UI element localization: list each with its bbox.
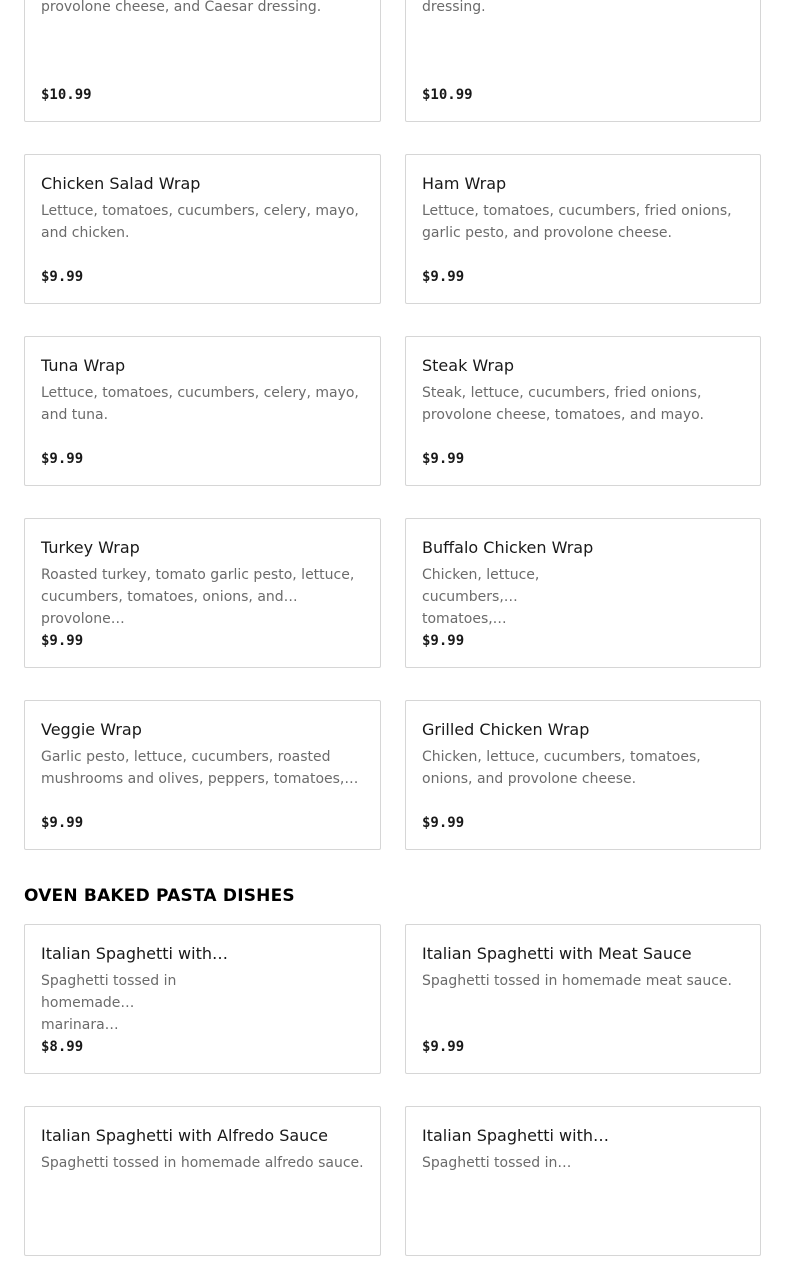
menu-item-description: Steak, lettuce, cucumbers, fried onions, provolone cheese, tomatoes, and mayo.	[422, 385, 704, 423]
pasta-grid	[24, 924, 785, 1288]
menu-item-card[interactable]	[24, 1106, 381, 1256]
menu-item-price: $8.99	[41, 1039, 84, 1055]
menu-item-price: $9.99	[422, 269, 465, 285]
menu-item-description: Lettuce, tomatoes, cucumbers, fried onions, garlic pesto, and provolone cheese.	[422, 203, 732, 241]
menu-item-price: $10.99	[41, 87, 92, 103]
section-title-pasta: OVEN BAKED PASTA DISHES	[24, 886, 295, 906]
menu-item-title: Chicken Salad Wrap	[41, 174, 201, 193]
menu-item-title: Ham Wrap	[422, 174, 507, 193]
menu-item-description: Spaghetti tossed in homemade meat sauce.	[422, 973, 732, 989]
menu-item-description: provolone cheese, and Caesar dressing.	[41, 0, 322, 15]
menu-item-card[interactable]	[405, 518, 761, 668]
menu-item-description: Lettuce, tomatoes, cucumbers, celery, mayo, and chicken.	[41, 203, 359, 241]
menu-item-description: Roasted turkey, tomato garlic pesto, lettuce, cucumbers, tomatoes, onions, and provolone…	[41, 567, 355, 627]
menu-item-price: $9.99	[41, 269, 84, 285]
menu-item-price: $9.99	[422, 451, 465, 467]
menu-item-card[interactable]	[24, 924, 381, 1074]
menu-item-description: Spaghetti tossed in homemade marinara…	[41, 973, 177, 1033]
menu-item-card[interactable]	[405, 0, 761, 122]
menu-item-card[interactable]	[405, 154, 761, 304]
menu-item-price: $9.99	[422, 633, 465, 649]
menu-item-title: Buffalo Chicken Wrap	[422, 538, 594, 557]
menu-item-description: Spaghetti tossed in homemade alfredo sauce.	[41, 1155, 364, 1171]
menu-item-description: Garlic pesto, lettuce, cucumbers, roasted mushrooms and olives, peppers, tomatoes,…	[41, 749, 359, 787]
menu-item-price: $9.99	[41, 815, 84, 831]
menu-item-price: $9.99	[41, 451, 84, 467]
menu-item-card[interactable]	[405, 1106, 761, 1256]
menu-item-title: Italian Spaghetti with Meat Sauce	[422, 944, 692, 963]
menu-item-card[interactable]	[24, 336, 381, 486]
menu-item-title: Tuna Wrap	[41, 356, 126, 375]
menu-item-description: Spaghetti tossed in…	[422, 1155, 572, 1171]
menu-item-card[interactable]	[24, 154, 381, 304]
menu-item-card[interactable]	[24, 518, 381, 668]
menu-item-price: $9.99	[41, 633, 84, 649]
menu-item-card[interactable]	[405, 336, 761, 486]
wraps-grid	[24, 0, 785, 882]
menu-item-title: Veggie Wrap	[41, 720, 142, 739]
menu-item-title: Turkey Wrap	[41, 538, 140, 557]
menu-item-card[interactable]	[24, 700, 381, 850]
menu-item-price: $9.99	[422, 1039, 465, 1055]
menu-item-description: dressing.	[422, 0, 486, 15]
menu-item-title: Italian Spaghetti with Alfredo Sauce	[41, 1126, 328, 1145]
menu-item-price: $10.99	[422, 87, 473, 103]
menu-item-description: Chicken, lettuce, cucumbers, tomatoes,…	[422, 567, 540, 627]
menu-item-card[interactable]	[24, 0, 381, 122]
menu-item-title: Italian Spaghetti with…	[41, 944, 228, 963]
menu-item-title: Italian Spaghetti with…	[422, 1126, 609, 1145]
menu-item-description: Lettuce, tomatoes, cucumbers, celery, mayo, and tuna.	[41, 385, 359, 423]
menu-item-title: Steak Wrap	[422, 356, 515, 375]
menu-item-title: Grilled Chicken Wrap	[422, 720, 590, 739]
menu-item-card[interactable]	[405, 700, 761, 850]
menu-item-description: Chicken, lettuce, cucumbers, tomatoes, onions, and provolone cheese.	[422, 749, 701, 787]
menu-item-card[interactable]	[405, 924, 761, 1074]
menu-item-price: $9.99	[422, 815, 465, 831]
